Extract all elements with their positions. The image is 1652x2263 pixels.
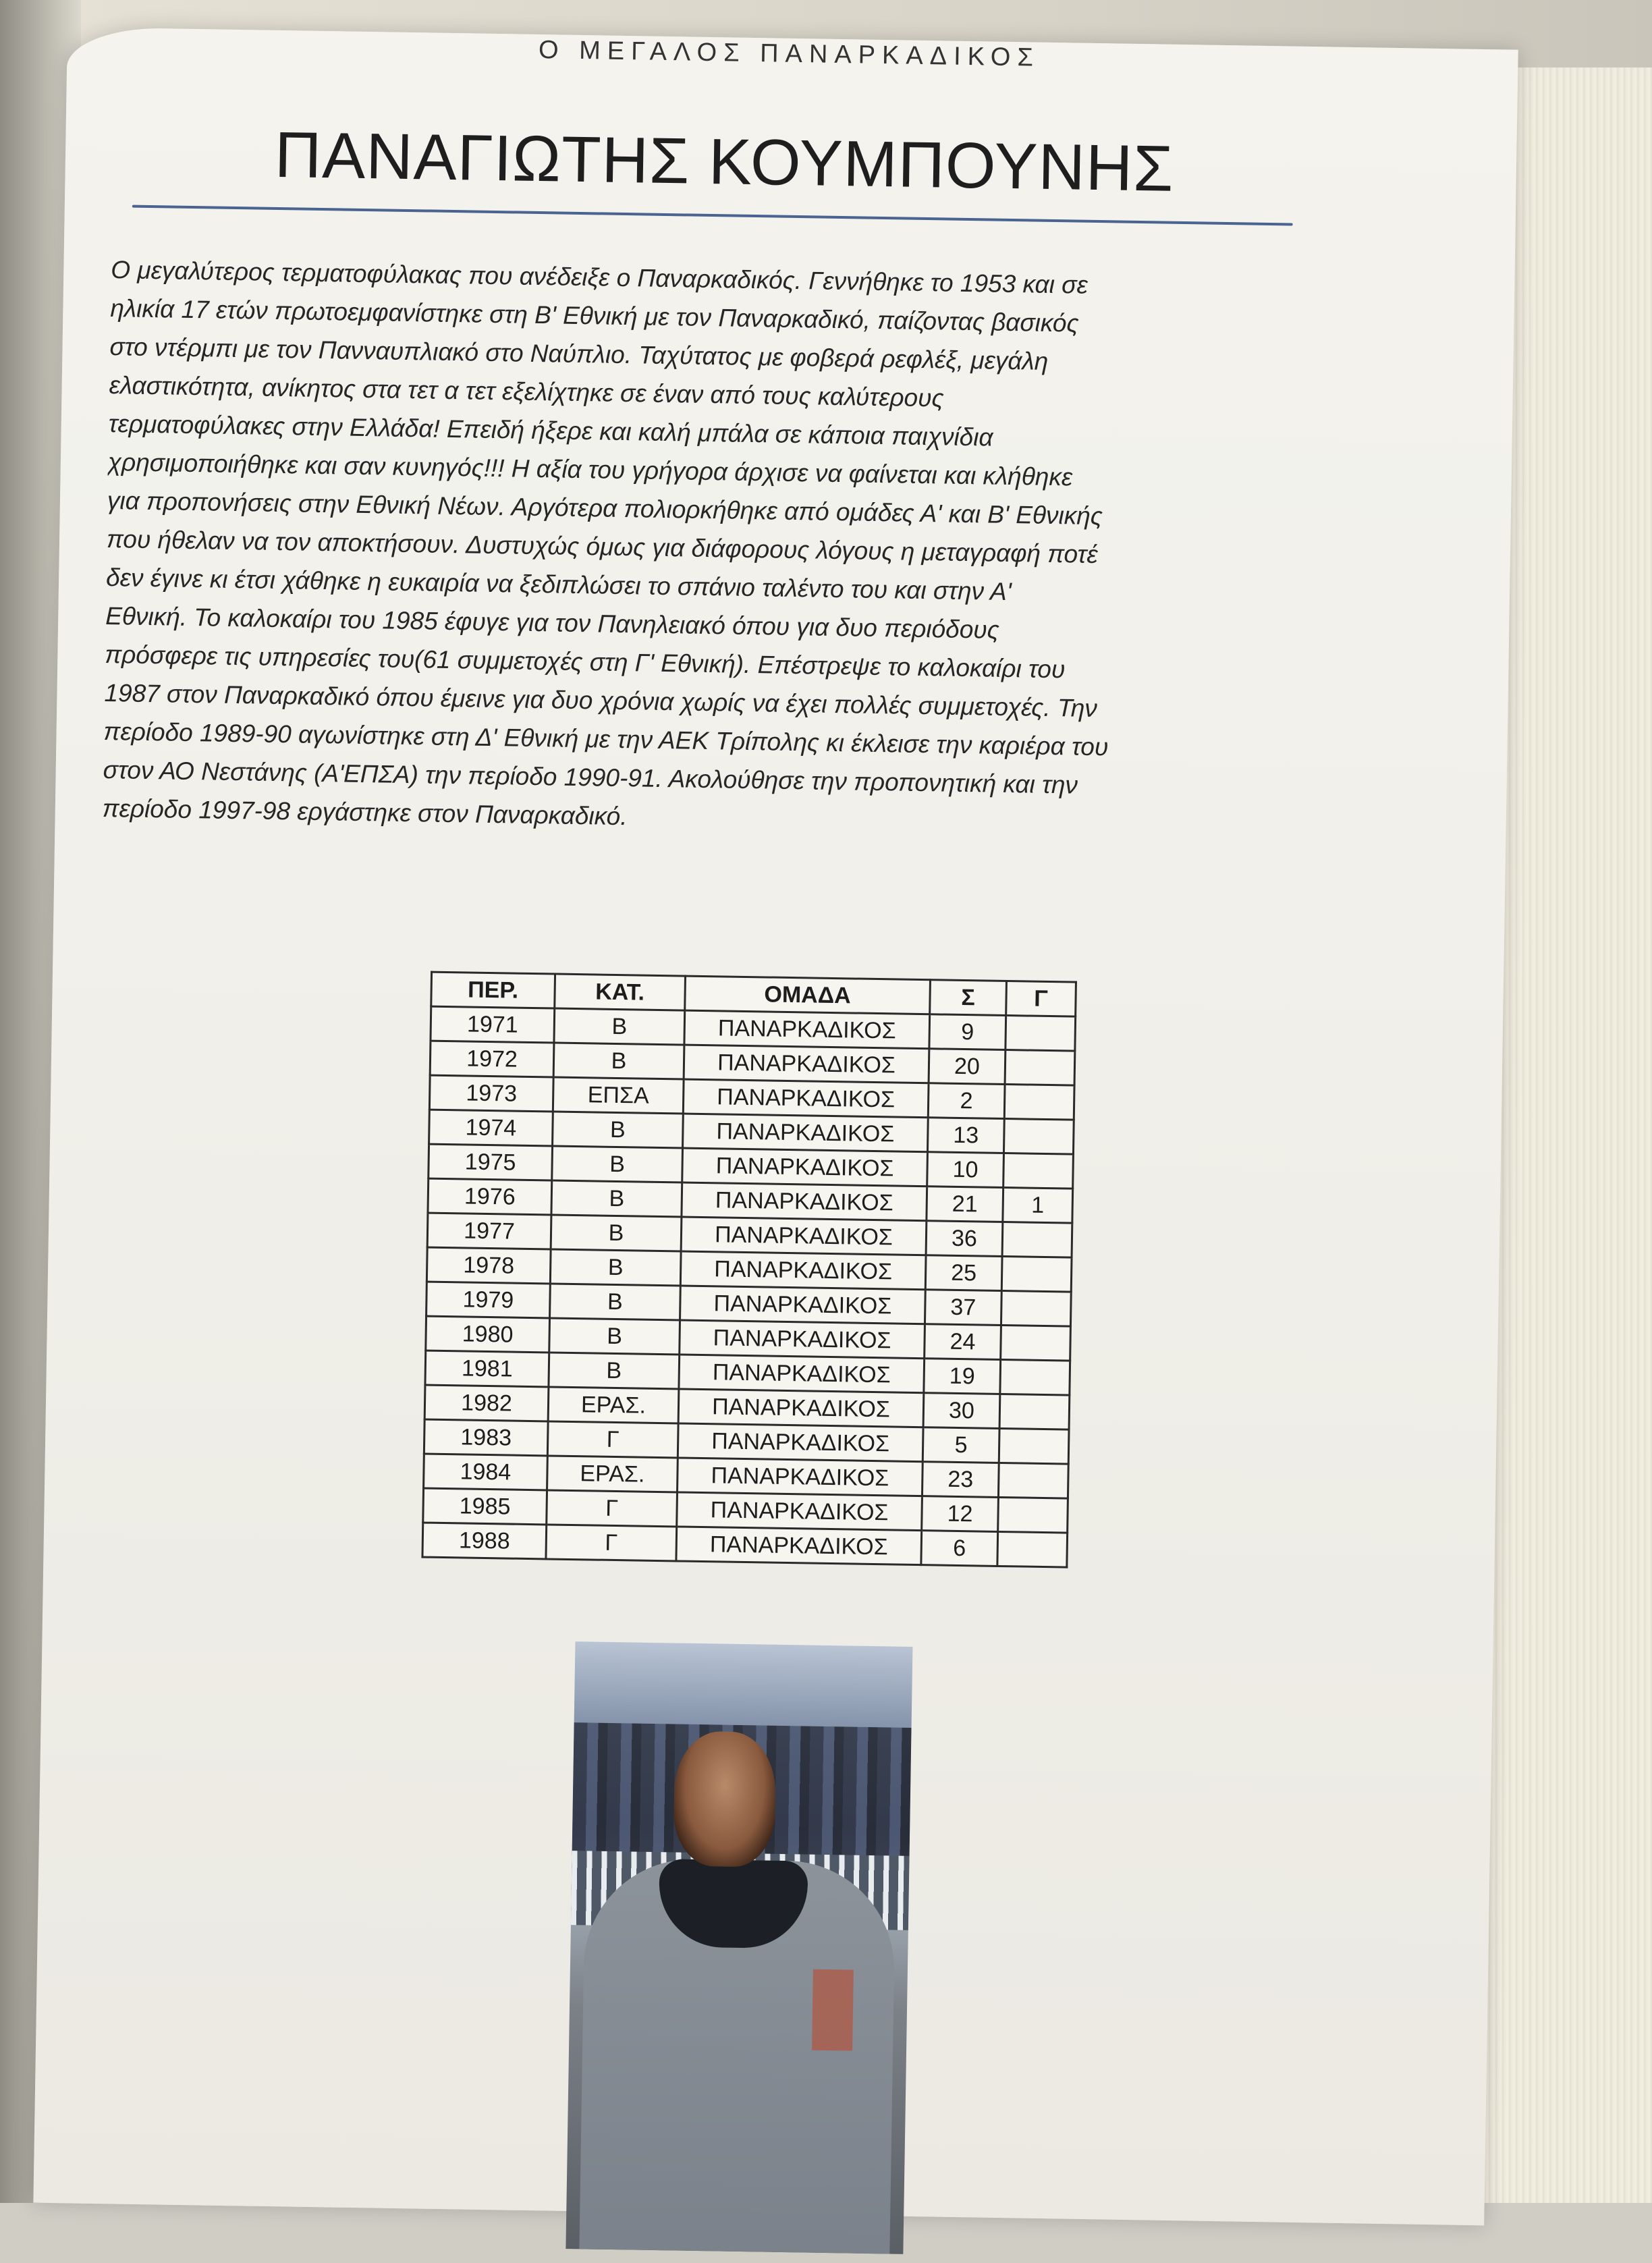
cell-appearances: 12	[922, 1496, 999, 1532]
cell-category: Γ	[547, 1490, 678, 1527]
text-line: στον ΑΟ Νεστάνης (Α'ΕΠΣΑ) την περίοδο 1990-91. Ακολούθησε την προπονητική και την	[103, 755, 1078, 799]
cell-category: Β	[550, 1284, 681, 1320]
header-period: ΠΕΡ.	[431, 972, 555, 1008]
cell-goals	[1005, 1050, 1075, 1086]
cell-period: 1971	[431, 1006, 555, 1043]
text-line: χρησιμοποιήθηκε και σαν κυνηγός!!! Η αξία του γρήγορα άρχισε να φαίνεται και κλήθηκε	[107, 448, 1073, 491]
running-head: Ο ΜΕΓΑΛΟΣ ΠΑΝΑΡΚΑΔΙΚΟΣ	[538, 35, 1041, 72]
cell-category: Β	[552, 1146, 683, 1182]
cell-team: ΠΑΝΑΡΚΑΔΙΚΟΣ	[684, 1010, 930, 1049]
cell-team: ΠΑΝΑΡΚΑΔΙΚΟΣ	[679, 1355, 925, 1393]
photo-sleeve-stripe	[812, 1969, 854, 2051]
cell-team: ΠΑΝΑΡΚΑΔΙΚΟΣ	[683, 1114, 929, 1152]
text-line: 1987 στον Παναρκαδικό όπου έμεινε για δυο χρόνια χωρίς να έχει πολλές συμμετοχές. Την	[104, 678, 1098, 723]
cell-period: 1982	[424, 1385, 549, 1421]
cell-appearances: 21	[927, 1187, 1003, 1222]
cell-goals	[998, 1497, 1068, 1533]
cell-goals	[1000, 1359, 1070, 1395]
cell-goals	[1001, 1325, 1071, 1361]
cell-category: Β	[550, 1249, 681, 1286]
cell-category: ΕΠΣΑ	[553, 1077, 684, 1114]
cell-period: 1988	[422, 1523, 547, 1559]
cell-category: Β	[553, 1043, 684, 1079]
cell-appearances: 19	[924, 1359, 1001, 1394]
cell-category: ΕΡΑΣ.	[547, 1456, 678, 1492]
cell-category: Β	[553, 1112, 684, 1148]
text-line: στο ντέρμπι με τον Πανναυπλιακό στο Ναύπλιο. Ταχύτατος με φοβερά ρεφλέξ, μεγάλη	[109, 333, 1049, 375]
text-line: για προπονήσεις στην Εθνική Νέων. Αργότερα πολιορκήθηκε από ομάδες Α' και Β' Εθνικής	[107, 487, 1103, 530]
cell-period: 1974	[429, 1110, 553, 1146]
cell-period: 1979	[426, 1282, 551, 1318]
cell-period: 1981	[425, 1351, 549, 1387]
cell-category: Β	[549, 1353, 680, 1389]
cell-appearances: 36	[926, 1221, 1003, 1257]
page-title: ΠΑΝΑΓΙΩΤΗΣ ΚΟΥΜΠΟΥΝΗΣ	[274, 118, 1175, 205]
cell-team: ΠΑΝΑΡΚΑΔΙΚΟΣ	[678, 1458, 923, 1496]
text-line: ελαστικότητα, ανίκητος στα τετ α τετ εξελίχτηκε σε έναν από τους καλύτερους	[109, 371, 944, 412]
title-rule	[132, 205, 1293, 226]
cell-goals	[997, 1531, 1068, 1567]
cell-category: ΕΡΑΣ.	[548, 1387, 679, 1423]
player-photo	[566, 1641, 912, 2254]
cell-team: ΠΑΝΑΡΚΑΔΙΚΟΣ	[677, 1492, 923, 1531]
cell-team: ΠΑΝΑΡΚΑΔΙΚΟΣ	[678, 1389, 924, 1427]
photo-player-head	[673, 1730, 776, 1867]
cell-goals	[1006, 1016, 1076, 1052]
cell-team: ΠΑΝΑΡΚΑΔΙΚΟΣ	[683, 1079, 929, 1118]
cell-period: 1977	[427, 1213, 551, 1249]
cell-appearances: 30	[923, 1393, 1000, 1429]
header-category: ΚΑΤ.	[555, 974, 686, 1010]
cell-appearances: 10	[927, 1152, 1004, 1188]
text-line: Ο μεγαλύτερος τερματοφύλακας που ανέδειξε ο Παναρκαδικός. Γεννήθηκε το 1953 και σε	[111, 256, 1089, 299]
text-line: πρόσφερε τις υπηρεσίες του(61 συμμετοχές στη Γ' Εθνική). Επέστρεψε το καλοκαίρι του	[105, 640, 1066, 684]
cell-goals	[1003, 1119, 1074, 1155]
cell-goals	[1001, 1290, 1071, 1326]
text-line: δεν έγινε κι έτσι χάθηκε η ευκαιρία να ξεδιπλώσει το σπάνιο ταλέντο του και στην Α'	[105, 564, 1012, 606]
text-line: περίοδο 1997-98 εργάστηκε στον Παναρκαδικό.	[102, 794, 628, 831]
cell-goals	[999, 1428, 1069, 1464]
cell-appearances: 20	[929, 1049, 1006, 1085]
cell-appearances: 23	[922, 1462, 999, 1498]
cell-period: 1978	[426, 1247, 551, 1284]
cell-appearances: 25	[925, 1255, 1002, 1291]
cell-goals	[1003, 1153, 1074, 1189]
cell-goals	[998, 1463, 1068, 1498]
cell-appearances: 9	[929, 1014, 1006, 1050]
cell-category: Β	[551, 1180, 682, 1217]
text-line: ηλικία 17 ετών πρωτοεμφανίστηκε στη Β' Εθνική με τον Παναρκαδικό, παίζοντας βασικός	[110, 294, 1079, 337]
cell-appearances: 37	[925, 1290, 1001, 1326]
cell-period: 1980	[426, 1316, 550, 1353]
cell-team: ΠΑΝΑΡΚΑΔΙΚΟΣ	[682, 1182, 927, 1221]
cell-team: ΠΑΝΑΡΚΑΔΙΚΟΣ	[681, 1217, 927, 1255]
cell-appearances: 6	[921, 1531, 998, 1566]
cell-period: 1973	[429, 1075, 553, 1112]
text-line: που ήθελαν να τον αποκτήσουν. Δυστυχώς όμως για διάφορους λόγους η μεταγραφή ποτέ	[106, 525, 1098, 569]
book-page	[33, 27, 1518, 2225]
cell-appearances: 2	[928, 1083, 1005, 1119]
cell-goals	[999, 1394, 1070, 1429]
header-team: ΟΜΑΔΑ	[685, 976, 931, 1014]
header-goals: Γ	[1006, 981, 1076, 1017]
cell-appearances: 24	[925, 1324, 1001, 1360]
cell-team: ΠΑΝΑΡΚΑΔΙΚΟΣ	[680, 1251, 926, 1290]
career-stats-table	[421, 971, 1077, 1569]
text-line: τερματοφύλακες στην Ελλάδα! Επειδή ήξερε και καλή μπάλα σε κάποια παιχνίδια	[108, 410, 993, 452]
cell-appearances: 5	[923, 1427, 999, 1463]
cell-period: 1975	[429, 1144, 553, 1180]
cell-team: ΠΑΝΑΡΚΑΔΙΚΟΣ	[684, 1045, 929, 1083]
cell-goals: 1	[1003, 1187, 1073, 1223]
cell-appearances: 13	[927, 1118, 1004, 1153]
text-line: Εθνική. Το καλοκαίρι του 1985 έφυγε για τον Πανηλειακό όπου για δυο περιόδους	[105, 601, 1000, 644]
header-appearances: Σ	[930, 980, 1007, 1016]
cell-team: ΠΑΝΑΡΚΑΔΙΚΟΣ	[678, 1423, 923, 1462]
cell-team: ΠΑΝΑΡΚΑΔΙΚΟΣ	[682, 1148, 928, 1187]
cell-goals	[1001, 1256, 1072, 1292]
cell-category: Γ	[546, 1525, 677, 1561]
cell-goals	[1002, 1222, 1072, 1257]
cell-period: 1976	[428, 1178, 552, 1215]
cell-team: ΠΑΝΑΡΚΑΔΙΚΟΣ	[676, 1527, 922, 1565]
cell-category: Β	[554, 1008, 685, 1045]
text-line: περίοδο 1989-90 αγωνίστηκε στη Δ' Εθνική με την ΑΕΚ Τρίπολης κι έκλεισε την καριέρα του	[103, 717, 1109, 761]
cell-category: Β	[551, 1215, 682, 1251]
cell-category: Γ	[547, 1421, 678, 1458]
cell-period: 1972	[430, 1041, 554, 1077]
cell-period: 1984	[424, 1454, 548, 1490]
cell-period: 1985	[423, 1488, 547, 1525]
cell-category: Β	[549, 1318, 680, 1355]
cell-team: ΠΑΝΑΡΚΑΔΙΚΟΣ	[680, 1286, 926, 1324]
biography-text	[102, 250, 1393, 848]
cell-goals	[1004, 1085, 1074, 1120]
cell-period: 1983	[424, 1419, 548, 1456]
cell-team: ΠΑΝΑΡΚΑΔΙΚΟΣ	[680, 1320, 925, 1359]
